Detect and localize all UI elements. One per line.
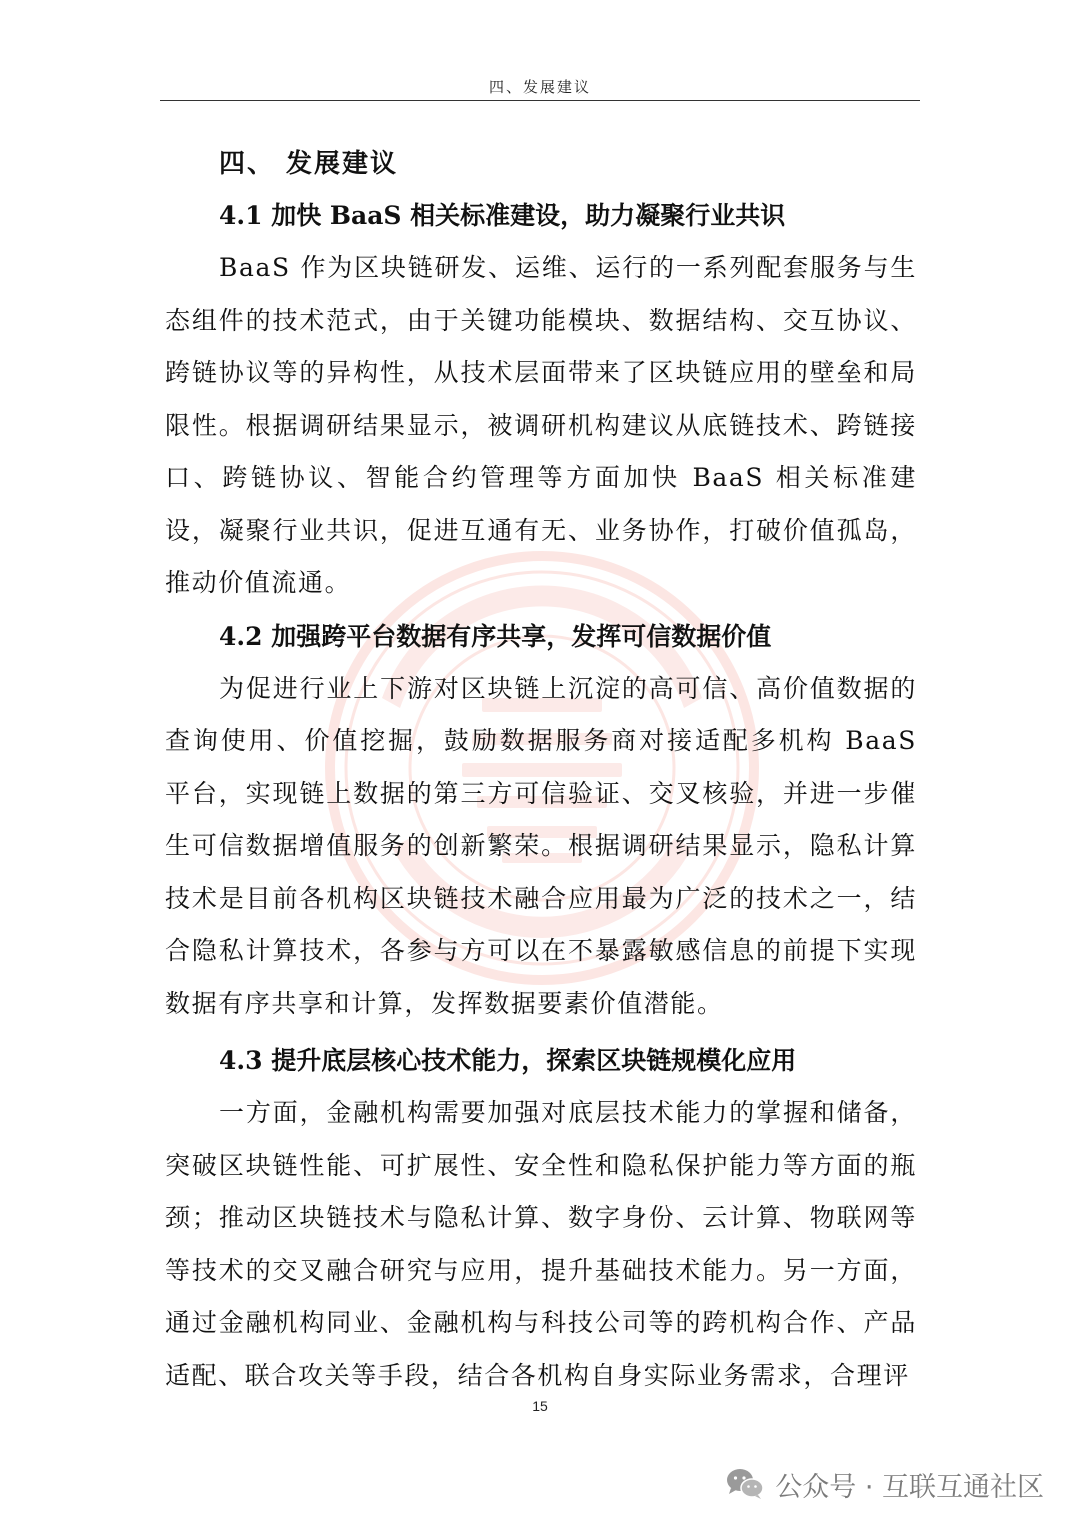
wechat-icon <box>725 1467 765 1501</box>
section-title-4-2: 4.2 加强跨平台数据有序共享，发挥可信数据价值 <box>219 621 772 651</box>
page-number: 15 <box>532 1398 548 1414</box>
section-paragraph-4-3: 一方面，金融机构需要加强对底层技术能力的掌握和储备，突破区块链性能、可扩展性、安全性和隐私保护能力等方面的瓶颈；推动区块链技术与隐私计算、数字身份、云计算、物联网等等技术的交叉融合研究与应用，提升基础技术能力。另一方面，通过金融机构同业、金融机构与科技公司等的跨机构合作、产品适配、联合攻关等手段，结合各机构自身实际业务需求，合理评 <box>165 1098 917 1390</box>
running-header: 四、发展建议 <box>488 78 591 96</box>
section-paragraph-4-2: 为促进行业上下游对区块链上沉淀的高可信、高价值数据的查询使用、价值挖掘，鼓励数据服务商对接适配多机构 BaaS 平台，实现链上数据的第三方可信验证、交叉核验，并进一步催生可信数据增值服务的创新繁荣。根据调研结果显示，隐私计算技术是目前各机构区块链技术融合应用最为广泛的技术之一，结合隐私计算技术，各参与方可以在不暴露敏感信息的前提下实现数据有序共享和计算，发挥数据要素价值潜能。 <box>165 673 917 1018</box>
section-title-4-3: 4.3 提升底层核心技术能力，探索区块链规模化应用 <box>219 1046 797 1075</box>
chapter-title: 四、 发展建议 <box>219 149 399 179</box>
wechat-account-footer[interactable] <box>725 1460 1044 1508</box>
section-paragraph-4-1: BaaS 作为区块链研发、运维、运行的一系列配套服务与生态组件的技术范式，由于关键功能模块、数据结构、交互协议、跨链协议等的异构性，从技术层面带来了区块链应用的壁垒和局限性。根据调研结果显示，被调研机构建议从底链技术、跨链接口、跨链协议、智能合约管理等方面加快 BaaS 相关标准建设，凝聚行业共识，促进互通有无、业务协作，打破价值孤岛，推动价值流通。 <box>165 253 917 597</box>
section-title-4-1: 4.1 加快 BaaS 相关标准建设，助力凝聚行业共识 <box>219 201 786 230</box>
document-body <box>165 139 917 1402</box>
wechat-account-label: 公众号 · 互联互通社区 <box>775 1471 1044 1503</box>
header-divider <box>160 100 920 101</box>
